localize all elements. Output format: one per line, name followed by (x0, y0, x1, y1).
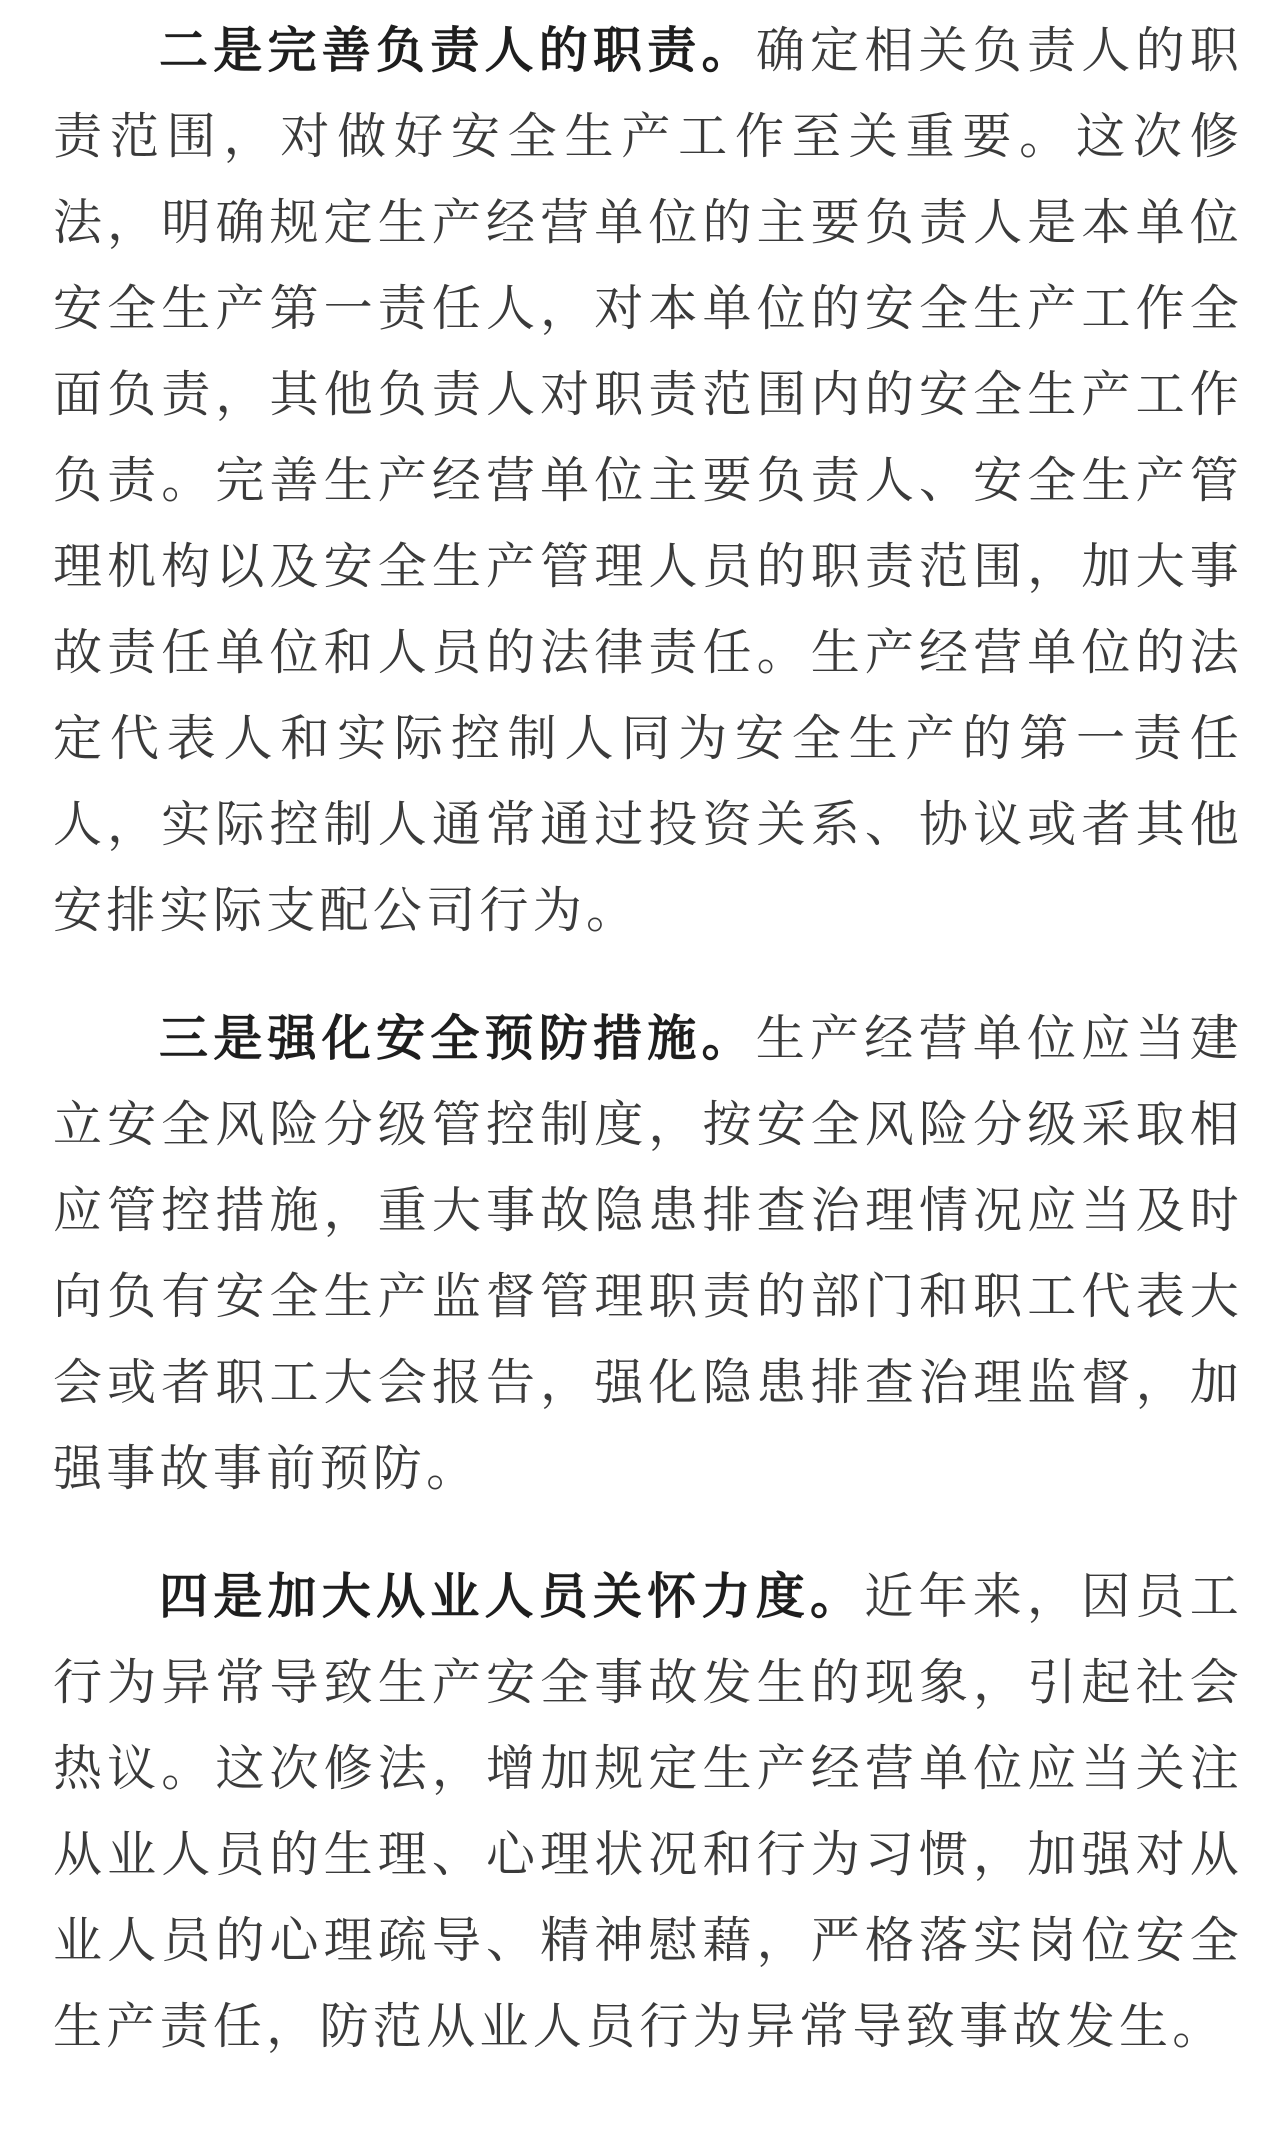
paragraph-responsibilities (53, 8, 1243, 954)
paragraph-lead-heading: 三是强化安全预防措施。 (159, 1010, 756, 1067)
paragraph-text: 确定相关负责人的职责范围，对做好安全生产工作至关重要。这次修法，明确规定生产经营单位的主要负责人是本单位安全生产第一责任人，对本单位的安全生产工作全面负责，其他负责人对职责范围内的安全生产工作负责。完善生产经营单位主要负责人、安全生产管理机构以及安全生产管理人员的职责范围，加大事故责任单位和人员的法律责任。生产经营单位的法定代表人和实际控制人同为安全生产的第一责任人，实际控制人通常通过投资关系、协议或者其他安排实际支配公司行为。 (53, 22, 1243, 939)
paragraph-text: 近年来，因员工行为异常导致生产安全事故发生的现象，引起社会热议。这次修法，增加规定生产经营单位应当关注从业人员的生理、心理状况和行为习惯，加强对从业人员的心理疏导、精神慰藉，严格落实岗位安全生产责任，防范从业人员行为异常导致事故发生。 (53, 1568, 1243, 2055)
paragraph-lead-heading: 二是完善负责人的职责。 (159, 22, 756, 79)
paragraph-text: 生产经营单位应当建立安全风险分级管控制度，按安全风险分级采取相应管控措施，重大事故隐患排查治理情况应当及时向负有安全生产监督管理职责的部门和职工代表大会或者职工大会报告，强化隐患排查治理监督，加强事故事前预防。 (53, 1010, 1243, 1497)
article-body (53, 8, 1243, 2112)
paragraph-employee-care (53, 1554, 1243, 2070)
paragraph-prevention (53, 996, 1243, 1512)
paragraph-lead-heading: 四是加大从业人员关怀力度。 (159, 1568, 865, 1625)
